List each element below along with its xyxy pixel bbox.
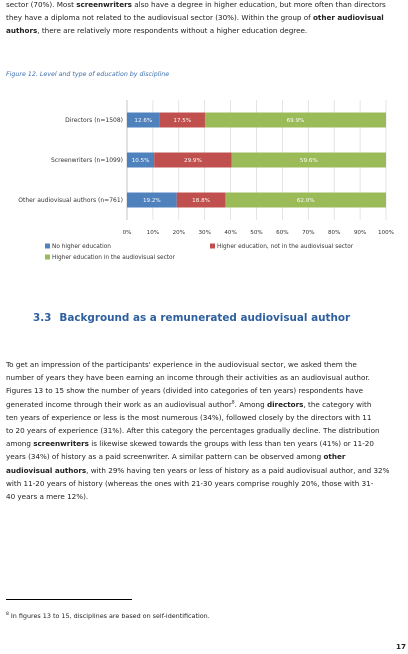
category-label: Directors (n=1508)	[65, 117, 123, 124]
education-chart	[0, 88, 408, 288]
body-line: 40 years a mere 12%).	[6, 492, 89, 502]
x-tick-label: 0%	[122, 230, 132, 236]
x-tick-label: 90%	[353, 230, 367, 236]
page-number: 17	[396, 642, 407, 651]
footnote-marker: 8	[6, 611, 9, 617]
legend-swatch	[45, 244, 50, 249]
legend-label: Higher education in the audiovisual sector	[52, 255, 175, 261]
footnote-rule	[6, 599, 132, 600]
body-line: with 11-20 years of history (whereas the ones with 21-30 years comprise roughly 20%, those with 31-	[6, 478, 374, 488]
body-line: ten years of experience or less is the most numerous (34%), followed closely by the directors with 11	[6, 412, 372, 422]
section-title: Background as a remunerated audiovisual author	[59, 312, 351, 324]
data-label: 69.9%	[286, 118, 305, 124]
section-heading	[33, 312, 350, 324]
category-label: Other audiovisual authors (n=761)	[18, 197, 123, 204]
body-line: To get an impression of the participants' experience in the audiovisual sector, we asked them the	[6, 360, 357, 369]
x-tick-label: 80%	[327, 230, 341, 236]
data-label: 10.5%	[131, 158, 150, 164]
x-tick-label: 30%	[198, 230, 211, 236]
category-label: Screenwriters (n=1099)	[51, 157, 123, 164]
body-line: to 20 years of experience (31%). After this category the percentages gradually decline. The distribution	[6, 426, 380, 436]
x-tick-label: 10%	[146, 230, 160, 236]
legend-swatch	[45, 255, 50, 260]
body-line: years (34%) of history as a paid screenwriter. A similar pattern can be observed among other	[6, 452, 346, 462]
x-tick-label: 60%	[276, 230, 289, 236]
body-line: generated income through their work as an audiovisual author$^8$. Among directors, the category with	[6, 399, 372, 409]
data-label: 18.8%	[192, 198, 210, 204]
footnote	[6, 612, 210, 620]
body-line: Figures 13 to 15 show the number of years (divided into categories of ten years) respondents have	[6, 386, 364, 396]
x-tick-label: 20%	[172, 230, 186, 236]
intro-line: they have a diploma not related to the audiovisual sector (30%). Within the group of other audiovisual	[6, 13, 384, 23]
x-tick-label: 50%	[250, 230, 263, 236]
section-number: 3.3	[33, 312, 52, 324]
x-tick-label: 40%	[224, 230, 237, 236]
data-label: 19.2%	[142, 198, 161, 204]
x-tick-label: 100%	[378, 230, 394, 236]
legend-swatch	[210, 244, 215, 249]
x-tick-label: 70%	[302, 230, 315, 236]
body-line: number of years they have been earning an income through their activities as an audiovisual author.	[6, 373, 370, 383]
intro-line: authors, there are relatively more respondents without a higher education degree.	[6, 26, 308, 36]
data-label: 29.9%	[184, 158, 202, 164]
legend-label: No higher education	[52, 244, 111, 250]
data-label: 17.5%	[173, 118, 192, 124]
body-line: among screenwriters is likewise skewed towards the groups with less than ten years (41%) or 11-20	[6, 439, 374, 449]
legend-label: Higher education, not in the audiovisual sector	[217, 244, 354, 250]
data-label: 62.0%	[296, 198, 315, 204]
figure-caption: Figure 12. Level and type of education by discipline	[6, 71, 170, 78]
body-paragraph	[6, 358, 398, 503]
intro-line: sector (70%). Most screenwriters also have a degree in higher education, but more often than directors	[6, 0, 386, 9]
intro-paragraph	[6, 0, 398, 38]
data-label: 12.6%	[134, 118, 153, 124]
data-label: 59.6%	[299, 158, 318, 164]
footnote-text: In figures 13 to 15, disciplines are based on self-identification.	[8, 612, 210, 620]
body-line: audiovisual authors, with 29% having ten years or less of history as a paid audiovisual author, and 32%	[6, 465, 390, 475]
